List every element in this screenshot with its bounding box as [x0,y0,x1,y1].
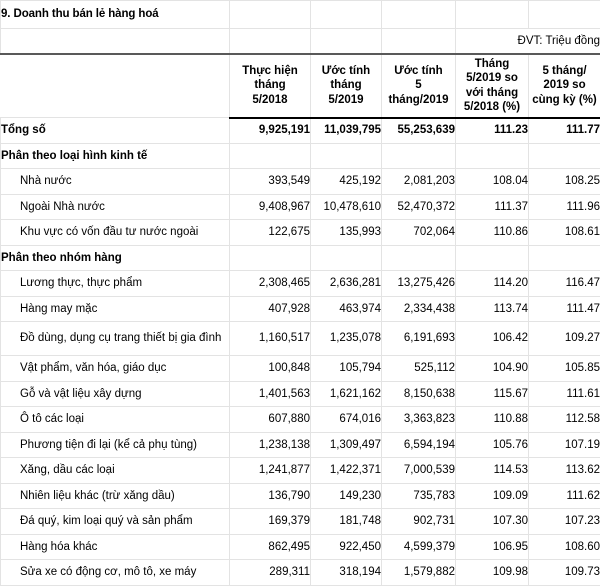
table-row [1,296,600,322]
table-row [1,509,600,535]
cell-th_5_2018: 2,308,465 [230,271,311,297]
cell-ut_thang_5_2019: 318,194 [311,560,382,586]
cell-th_5_2018: 407,928 [230,296,311,322]
cell-ut_5thang_2019: 52,470,372 [382,194,456,220]
cell-ut_thang_5_2019: 674,016 [311,407,382,433]
unit-spacer-cell-2 [230,29,311,54]
cell-ut_thang_5_2019: 425,192 [311,169,382,195]
cell-th_5_2018: 122,675 [230,220,311,246]
cell-th_5_2018: 607,880 [230,407,311,433]
table-row [1,560,600,586]
table-row [1,432,600,458]
row-label: Ô tô các loại [1,407,230,433]
row-label: Phân theo loại hình kinh tế [1,143,230,169]
cell-pct_thang: 109.09 [456,483,529,509]
table-row [1,356,600,382]
header-line-2: 2019 so [543,79,585,91]
column-header-thang-5-2019-so-voi-thang-5-2018 [456,54,529,118]
row-label: Vật phẩm, văn hóa, giáo dục [1,356,230,382]
title-spacer-cell-2 [311,1,382,29]
header-line-4: 5/2018 (%) [464,101,520,113]
cell-pct_5thang: 112.58 [529,407,600,433]
cell-th_5_2018: 9,925,191 [230,118,311,144]
cell-ut_thang_5_2019: 463,974 [311,296,382,322]
cell-ut_thang_5_2019: 149,230 [311,483,382,509]
cell-th_5_2018 [230,143,311,169]
title-spacer-cell-3 [382,1,456,29]
table-row [1,220,600,246]
row-label: Lương thực, thực phẩm [1,271,230,297]
cell-pct_5thang: 111.47 [529,296,600,322]
unit-note-row [1,29,600,54]
cell-pct_thang: 114.20 [456,271,529,297]
cell-th_5_2018: 100,848 [230,356,311,382]
column-header-thuc-hien-thang-5-2018 [230,54,311,118]
cell-ut_5thang_2019: 1,579,882 [382,560,456,586]
header-line-1: Tháng [475,58,510,70]
cell-ut_5thang_2019: 6,594,194 [382,432,456,458]
row-label: Xăng, dầu các loại [1,458,230,484]
cell-ut_thang_5_2019: 922,450 [311,534,382,560]
table-body [1,1,600,586]
cell-ut_5thang_2019: 7,000,539 [382,458,456,484]
cell-th_5_2018 [230,245,311,271]
cell-th_5_2018: 136,790 [230,483,311,509]
section-header-row [1,245,600,271]
cell-pct_5thang: 109.73 [529,560,600,586]
header-line-1: Thực hiện [242,65,298,77]
title-spacer-cell-5 [529,1,600,29]
cell-pct_thang [456,245,529,271]
cell-ut_5thang_2019 [382,143,456,169]
cell-ut_5thang_2019: 702,064 [382,220,456,246]
cell-pct_5thang: 111.77 [529,118,600,144]
cell-ut_thang_5_2019 [311,245,382,271]
row-label: Ngoài Nhà nước [1,194,230,220]
cell-pct_5thang: 113.62 [529,458,600,484]
cell-pct_thang: 114.53 [456,458,529,484]
cell-pct_5thang: 108.61 [529,220,600,246]
table-row [1,381,600,407]
cell-ut_5thang_2019 [382,245,456,271]
header-line-2: tháng [254,79,285,91]
column-header-5-thang-2019-so-cung-ky [529,54,600,118]
cell-ut_5thang_2019: 4,599,379 [382,534,456,560]
cell-pct_5thang: 108.60 [529,534,600,560]
cell-pct_5thang: 107.19 [529,432,600,458]
header-line-3: với tháng [466,87,518,99]
header-line-2: 5/2019 so [466,72,518,84]
row-label: Gỗ và vật liệu xây dựng [1,381,230,407]
header-line-3: tháng/2019 [388,94,448,106]
row-label: Đồ dùng, dụng cụ trang thiết bị gia đình [1,322,230,356]
table-row [1,458,600,484]
header-line-1: Ước tính [322,65,370,77]
cell-pct_5thang: 108.25 [529,169,600,195]
cell-pct_5thang [529,143,600,169]
cell-th_5_2018: 393,549 [230,169,311,195]
table-row [1,534,600,560]
cell-pct_5thang: 105.85 [529,356,600,382]
cell-pct_5thang: 116.47 [529,271,600,297]
cell-ut_5thang_2019: 6,191,693 [382,322,456,356]
table-row [1,407,600,433]
row-label: Hàng hóa khác [1,534,230,560]
column-header-uoc-tinh-thang-5-2019 [311,54,382,118]
cell-ut_thang_5_2019: 2,636,281 [311,271,382,297]
row-label: Phương tiện đi lại (kể cả phụ tùng) [1,432,230,458]
cell-pct_thang: 104.90 [456,356,529,382]
cell-ut_5thang_2019: 55,253,639 [382,118,456,144]
cell-ut_thang_5_2019: 135,993 [311,220,382,246]
unit-spacer-cell-4 [382,29,456,54]
cell-th_5_2018: 1,241,877 [230,458,311,484]
title-spacer-cell-4 [456,1,529,29]
cell-th_5_2018: 862,495 [230,534,311,560]
cell-pct_thang: 115.67 [456,381,529,407]
cell-pct_5thang: 109.27 [529,322,600,356]
cell-ut_5thang_2019: 902,731 [382,509,456,535]
cell-ut_5thang_2019: 2,081,203 [382,169,456,195]
unit-spacer-cell-1 [1,29,230,54]
cell-pct_thang: 109.98 [456,560,529,586]
cell-ut_5thang_2019: 2,334,438 [382,296,456,322]
cell-th_5_2018: 1,160,517 [230,322,311,356]
cell-pct_thang: 106.95 [456,534,529,560]
cell-ut_thang_5_2019: 1,621,162 [311,381,382,407]
cell-pct_5thang [529,245,600,271]
header-line-2: tháng [330,79,361,91]
row-label: Khu vực có vốn đầu tư nước ngoài [1,220,230,246]
total-row [1,118,600,144]
header-blank-cell [1,54,230,118]
cell-ut_5thang_2019: 3,363,823 [382,407,456,433]
cell-pct_thang: 110.88 [456,407,529,433]
cell-ut_thang_5_2019: 11,039,795 [311,118,382,144]
cell-pct_thang: 113.74 [456,296,529,322]
table-row [1,169,600,195]
cell-ut_thang_5_2019: 1,235,078 [311,322,382,356]
header-line-3: 5/2018 [252,94,287,106]
cell-th_5_2018: 9,408,967 [230,194,311,220]
table-row [1,194,600,220]
row-label: Đá quý, kim loại quý và sản phẩm [1,509,230,535]
cell-ut_thang_5_2019: 1,422,371 [311,458,382,484]
cell-pct_thang [456,143,529,169]
cell-pct_thang: 111.23 [456,118,529,144]
column-header-row [1,54,600,118]
cell-pct_5thang: 111.96 [529,194,600,220]
section-header-row [1,143,600,169]
cell-ut_thang_5_2019: 105,794 [311,356,382,382]
column-header-uoc-tinh-5-thang-2019 [382,54,456,118]
cell-ut_thang_5_2019 [311,143,382,169]
cell-pct_5thang: 111.62 [529,483,600,509]
unit-spacer-cell-3 [311,29,382,54]
cell-ut_thang_5_2019: 1,309,497 [311,432,382,458]
table-row [1,483,600,509]
header-line-3: cùng kỳ (%) [532,94,597,106]
cell-pct_5thang: 107.23 [529,509,600,535]
title-row [1,1,600,29]
row-label: Nhiên liệu khác (trừ xăng dầu) [1,483,230,509]
cell-th_5_2018: 169,379 [230,509,311,535]
row-label: Phân theo nhóm hàng [1,245,230,271]
row-label: Nhà nước [1,169,230,195]
cell-pct_thang: 105.76 [456,432,529,458]
table-row [1,322,600,356]
title-spacer-cell-1 [230,1,311,29]
cell-pct_5thang: 111.61 [529,381,600,407]
row-label: Sửa xe có động cơ, mô tô, xe máy [1,560,230,586]
cell-ut_5thang_2019: 8,150,638 [382,381,456,407]
cell-ut_thang_5_2019: 181,748 [311,509,382,535]
cell-ut_5thang_2019: 13,275,426 [382,271,456,297]
header-line-2: 5 [415,79,421,91]
table-row [1,271,600,297]
cell-ut_5thang_2019: 735,783 [382,483,456,509]
cell-pct_thang: 108.04 [456,169,529,195]
row-label: Hàng may mặc [1,296,230,322]
row-label: Tổng số [1,118,230,144]
cell-pct_thang: 106.42 [456,322,529,356]
header-line-1: Ước tính [394,65,442,77]
unit-note: ĐVT: Triệu đồng [456,29,600,54]
cell-th_5_2018: 1,238,138 [230,432,311,458]
cell-th_5_2018: 1,401,563 [230,381,311,407]
header-line-1: 5 tháng/ [542,65,586,77]
cell-pct_thang: 110.86 [456,220,529,246]
cell-ut_5thang_2019: 525,112 [382,356,456,382]
cell-ut_thang_5_2019: 10,478,610 [311,194,382,220]
cell-pct_thang: 111.37 [456,194,529,220]
header-line-3: 5/2019 [328,94,363,106]
cell-pct_thang: 107.30 [456,509,529,535]
cell-th_5_2018: 289,311 [230,560,311,586]
page-title: 9. Doanh thu bán lẻ hàng hoá [1,1,230,29]
